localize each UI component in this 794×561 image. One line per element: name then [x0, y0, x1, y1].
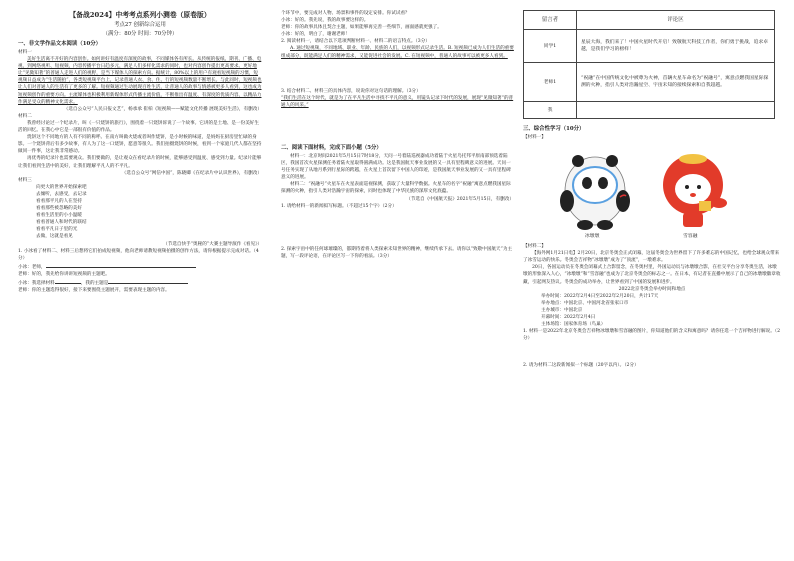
question-4: 1. 请给材料一的新闻拟写标题。（不超过15个字）（2分）: [281, 203, 397, 209]
page-subtitle: 考点27 创新综合运用: [114, 22, 166, 28]
question-5: 2. 探索宇宙中的任何球璀璨的，都期待着将人类探索未知世界的精神，继续传承下去。请你以“致敬中国航天”为主题，写一段评论语，在评论区写一下你的看法。（3分）: [281, 246, 513, 259]
comment-text: “祝融”在中国传统文化中被尊为火神，首辆火星车命名为“祝融号”，寓意点燃我国星际探测的火种，指引人类对浩瀚星空、宇宙未知的接续探索和自我超越。: [577, 63, 775, 102]
material-2-text-3: 再优秀的纪录片也需要观众。我们要做的，是让观众在看纪录片的时候，能够感受到温度、感受到力量。纪录片能够让我们看到生活中的美好，让我们理解平凡人的不平凡。: [18, 156, 262, 169]
commenter-name: 我: [524, 102, 577, 119]
dialogue-line: 老师：你的主题选得很好，接下来要围绕主题展开，需要表现主题的内容。: [18, 288, 170, 294]
page-title: 【备战2024】中考考点系列小测卷（原卷版）: [69, 11, 211, 19]
question-1: 1. 小冰看了材料二、材料三后想将它们拍成短视频，他向老师请教短视频拍摄的创作方法，请你根据提示完成对话。（4分）: [18, 248, 259, 261]
dialogue-line: 小冰：老师，: [18, 262, 262, 271]
bing-dwen-dwen-image: [560, 155, 630, 230]
comment-row: [524, 63, 775, 102]
comment-table-header: [524, 11, 775, 30]
info-item: 主体场馆：国家体育场（鸟巢）: [541, 322, 606, 328]
info-item: 主办城市：中国北京: [541, 307, 583, 313]
exam-meta: （满分：80分 时间：70分钟）: [102, 31, 178, 37]
info-title: 2022北京冬奥会举办时间和地点: [618, 286, 686, 292]
material-2-source: （选自公众号“网信中国”，陈晓卿《在纪录片中认识世界》，有删改）: [121, 170, 262, 176]
news-material-1: 材料一：北京时间2021年5月15日7时18分，天问一号着陆巡视器成功着陆于火星乌托邦平原南部预选着陆区，我国首次火星探测任务着陆火星取得圆满成功。这是我国航天事业发展的又一具有里程碑意义的进展。天问一号任务实现了从地月系到行星际的跨越，在火星上首次留下中国人的印迹，是我国航天事业发展的又一具有里程碑意义的进展。: [281, 153, 511, 181]
material-2-text-2: 烧饼这个不同地方的人有不同的称呼。在南方叫做火烧或者叫作烧饼，是小时候的味道，是妈妈在厨房里忙碌的身影。一个烧饼背后有多少故事，有人为了这一口烧饼，愿意等很久。我们拍摄烧饼的时候，看到一个家庭几代人都在坚持做同一件事，这让我非常感动。: [18, 135, 262, 155]
question-mascot: 1. 材料一是2022年北京冬奥会吉祥物冰墩墩和雪容融的图片，你知道他们的含义和寓意吗？请你任选一个吉祥物进行解说。（2分）: [523, 329, 781, 342]
answer-space[interactable]: [523, 342, 781, 362]
material-2-text: 【海外网1月21日电】2月20日，北京冬奥会正式闭幕，这届冬奥会为世界留下了许多难忘的中国记忆，也给全球观众带来了冰雪运动的快乐。冬奥会吉祥物“冰墩墩”成为了“顶流”，一墩难求。: [523, 251, 780, 264]
news-material-2: 材料二：“祝融号”火星车在火星表面巡视探测，获取了大量科学数据。火星车的名字“祝融”寓意点燃我国星际探测的火种，指引人类对浩瀚宇宙的探索，同时也体现了中华民族的深厚文化底蕴。: [281, 182, 511, 195]
mascot-caption: 雪容融: [683, 234, 698, 240]
info-item: 开幕时间：2022年2月4日: [541, 315, 596, 321]
answer-space[interactable]: [281, 60, 514, 88]
answer-space[interactable]: [281, 210, 514, 246]
poem-line: 去倾听，去感受，去记录: [36, 191, 87, 197]
material-2-label: 【材料二】: [523, 244, 546, 250]
section-2-heading: 二、阅读下面材料，完成下面小题（5分）: [281, 144, 382, 151]
poem-line: 看看普通人和时代的联结: [36, 220, 87, 226]
comment-answer-cell[interactable]: [577, 102, 775, 119]
material-2-label: 材料二: [18, 113, 32, 119]
comment-row: [524, 102, 775, 119]
section-3-heading: 三、综合性学习（10分）: [523, 126, 585, 132]
poem-line: 看看那平凡的人在坚持: [36, 198, 82, 204]
question-2: 2. 阅读材料一，请结合以下选项判断材料一、材料二的语言特点。（3分）: [281, 39, 430, 45]
comment-row: [524, 30, 775, 63]
header-commenter: 留言者: [524, 11, 577, 30]
mascot-caption: 冰墩墩: [585, 234, 600, 240]
question-headline: 2. 请为材料二这段新闻拟一个标题（20字以内）。（2分）: [523, 363, 639, 369]
section-1-heading: 一、非文学作品文本阅读（10分）: [18, 41, 101, 47]
material-2-text-2: 20日，各国运动员在冬奥会闭幕式上合影留念，在冬奥村里，外国运动员与冰墩墩合影，在社交平台分享冬奥生活，冰墩墩的形象深入人心，“冰墩墩”和“雪容融”也成为了北京冬奥会的标志之一。在日本，有记者在直播中展示了自己的冰墩墩徽章收藏，引起网友热议。冬奥会的成功举办，让世界看到了中国的发展和进步。: [523, 265, 781, 285]
mascots-picture: [523, 145, 781, 231]
comment-table: [523, 10, 775, 119]
dialogue-line: 小冰：好的。我先说，我的故事要这样的。: [281, 18, 369, 24]
answer-blank[interactable]: [46, 262, 196, 268]
mascot-images: [523, 145, 781, 241]
column-left: [18, 10, 262, 294]
commenter-name: 老师1: [524, 63, 577, 102]
answer-blank[interactable]: [55, 278, 81, 284]
question-3: 3. 结合材料二、材料三的具体内容，说说你对这句话的理解。（3分）: [281, 88, 421, 94]
comment-text: 星辰大海，我们来了！中国火星时代开启！致敬航天科技工作者，你们勇于挑战，追求卓越，是我们学习的榜样！: [577, 30, 775, 63]
material-3-source: （节选自快手“奥秘的”大赛主题导演作《看见》）: [163, 241, 262, 247]
dialogue-line: 老师：你的故事具体且契合主题，如果能够再完善一些细节，画面感就更强了。: [281, 25, 442, 31]
dialogue-line: 老师：好的，我先给你讲讲短视频的主题吧。: [18, 271, 110, 277]
header-comment-area: 评论区: [577, 11, 775, 30]
material-2-text-1: 我曾经讨论过一个纪录片，叫《一只烧饼的旅行》，围绕着一只烧饼诉说了一个故事。它讲的是土地、是一份美好生活的回忆。在我心中它是一部很有价值的作品。: [18, 120, 259, 134]
dialogue-line: 小冰：我选择材料 ，我的主题是: [18, 278, 262, 287]
material-1-label: 材料一: [18, 50, 32, 55]
answer-space[interactable]: [281, 109, 514, 143]
material-1-source: （选自公众号“人民日报文艺”，杨承承 崔柏《短视频——赋能文化传播 展现美好生活》，有删改）: [63, 106, 262, 112]
poem: [18, 184, 262, 241]
poem-line: 看看平凡日子里的光: [36, 227, 78, 233]
material-3-label: 材料三: [18, 177, 32, 183]
shuey-rhon-rhon-image: [663, 154, 727, 227]
info-list: [523, 293, 781, 328]
poem-line: 去做，这就是看见: [36, 234, 73, 240]
dialogue-line: 小冰：好的，明白了，谢谢老师！: [281, 32, 350, 38]
material-1-label: 【材料一】: [523, 135, 546, 140]
news-source: （节选自《中国航天报》2021年5月15日，有删改）: [406, 196, 514, 202]
material-1-text: 美好生活离不开好的内容创作。如何讲好有温度有深度的故事，不同媒体各有所长。从传统的报纸、期刊、广播、电视，到网络视听、短视频，内容传播平台日趋多元，满足人们多样化需求的同时，也对内容创作提出更高要求。更好地让“见微知著”的普通人走进人们的视野，是当下媒体人的探索方向。据统计，80%以上的用户有观看短视频的习惯，短视频日益成为“生活随拍”，各类短视频平台上，记录普通人衣、食、住、行的短视频数量不断增长。与此同时，短视频也让人们对普通人的生活有了更多的了解。短视频通过生动展现百姓生活，让普通人的故事与情感被更多人看到，这也成为短视频创作的重要方向。主流媒体也积极利用新媒体形式传播主流价值，不断推出有温度、有深度的优质内容，以精品力作满足受众的精神文化需求。: [18, 57, 262, 105]
question-3-quote: “我们生活在这个时代，就是为了在平凡生活中寻找不平凡的意义，用镜头记录下时代的发展，展现“见微知著”的普通人的风采。”: [281, 95, 514, 108]
info-item: 举办时间：2022年2月4日至2022年2月20日，共计17天: [541, 293, 659, 299]
question-2-options: A. 通过短视频，不同地域、职业、年龄、民族的人们，以视频形式记录生活。B. 短视频已成为人们生活的重要组成部分，既能满足人们的精神需求，又能促进社会的发展。C. 在短视频中，普通人的故事可以被更多人看到。: [281, 46, 514, 59]
poem-line: 看看生活里的小小温暖: [36, 213, 82, 219]
poem-line: 向更大的世界开始探索吧: [36, 184, 87, 190]
commenter-name: 同学1: [524, 30, 577, 63]
poem-line: 看看那些被忽略的美好: [36, 206, 82, 212]
info-item: 举办地点：中国北京、中国河北省张家口市: [541, 300, 629, 306]
column-right: [523, 10, 781, 370]
answer-blank[interactable]: [108, 278, 188, 284]
column-middle: [281, 10, 514, 260]
dialogue-line: 个环节中，要完成对人物、场景和事件的设定安排。你试试看？: [281, 11, 410, 16]
